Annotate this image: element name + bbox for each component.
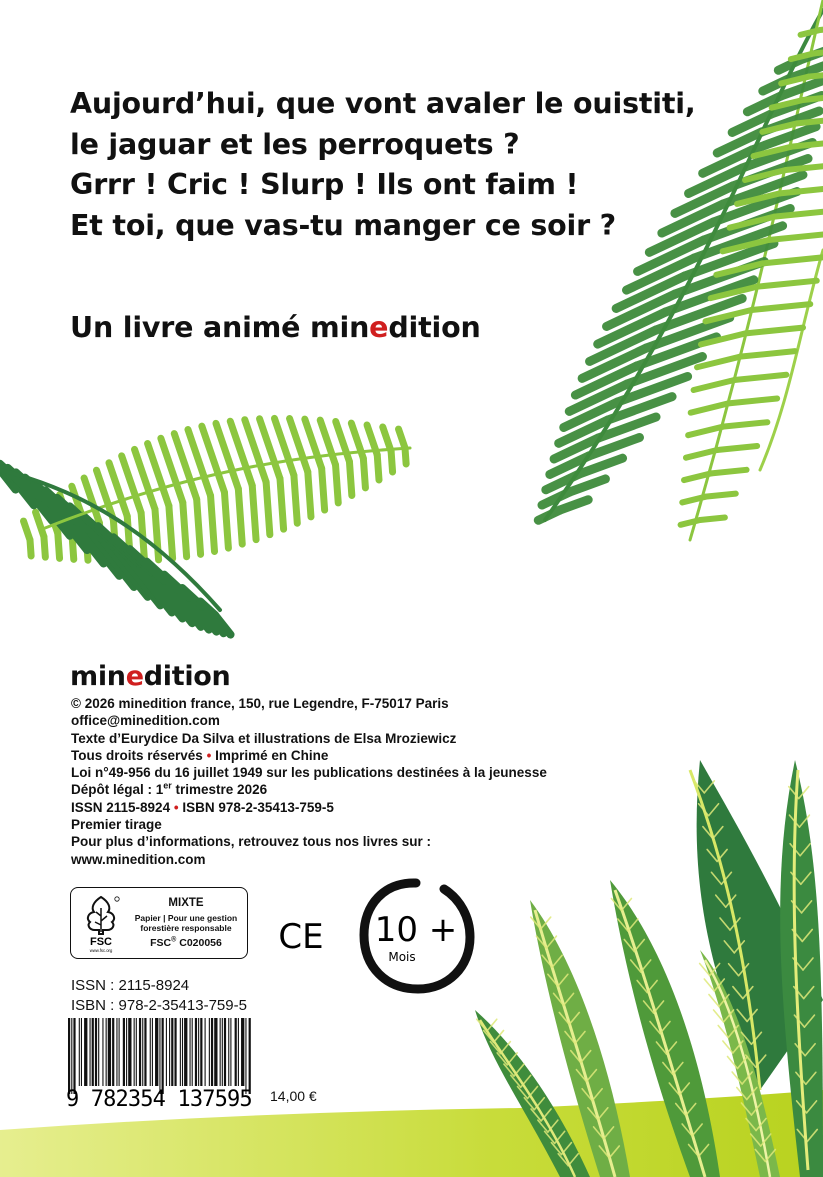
deposit-line	[71, 781, 547, 798]
more-info-line: Pour plus d’informations, retrouvez tous nos livres sur :	[71, 834, 432, 850]
legal-notice	[71, 695, 547, 868]
barcode-bar	[98, 1018, 99, 1086]
barcode-bar	[152, 1018, 153, 1086]
isbn-text: ISBN 978-2-35413-759-5	[182, 799, 334, 815]
frond-leaflet	[308, 472, 311, 517]
frond-leaflet	[757, 281, 817, 287]
frond-leaflet	[377, 455, 379, 480]
frond-leaflet	[391, 451, 392, 472]
barcode-bar	[222, 1018, 223, 1086]
fsc-desc-2: forestière responsable	[140, 923, 232, 933]
frond-leaflet	[36, 512, 44, 536]
deposit-prefix: Dépôt légal : 1	[71, 782, 164, 798]
tagline-text: Un livre animé min	[70, 311, 370, 344]
barcode-bar	[84, 1018, 87, 1086]
barcode-bar	[126, 1018, 127, 1086]
frond-leaflet	[538, 510, 560, 520]
barcode-bar	[134, 1018, 135, 1086]
frond-leaflet	[30, 540, 31, 556]
tagline-accent: e	[369, 311, 389, 344]
barcode-bar	[228, 1018, 229, 1086]
age-unit: Mois	[388, 950, 416, 964]
barcode-bar	[166, 1018, 167, 1086]
frond-leaflet	[336, 465, 339, 503]
frond-leaflet	[746, 328, 803, 334]
barcode-bar	[169, 1018, 170, 1086]
tagline-text-end: dition	[388, 311, 481, 344]
isbn-barcode	[66, 1018, 256, 1110]
frond-leaflet	[801, 30, 820, 35]
fsc-code	[127, 937, 245, 950]
barcode-bar	[220, 1018, 221, 1086]
tagline	[70, 308, 481, 348]
barcode-bar	[230, 1018, 231, 1086]
barcode-bar	[112, 1018, 114, 1086]
frond-leaflet	[58, 533, 60, 558]
frond-leaflet	[688, 427, 723, 436]
fsc-label	[70, 887, 248, 959]
deposit-suffix: trimestre 2026	[171, 782, 268, 798]
barcode-bar	[108, 1018, 111, 1086]
frond-leaflet	[349, 462, 351, 496]
bullet-separator: •	[206, 747, 212, 763]
barcode-bar	[142, 1018, 143, 1086]
barcode-bar	[200, 1018, 202, 1086]
barcode-bar	[155, 1018, 158, 1086]
barcode-bar	[90, 1018, 91, 1086]
barcode-bar	[123, 1018, 125, 1086]
frond-leaflet	[183, 503, 187, 557]
barcode-bar	[119, 1018, 120, 1086]
blurb-line: Et toi, que vas-tu manger ce soir ?	[70, 208, 617, 242]
barcode-bar	[249, 1018, 251, 1094]
barcode-bar	[211, 1018, 213, 1086]
barcode-bar	[180, 1018, 181, 1086]
logo-part-end: dition	[143, 661, 231, 692]
fsc-code-prefix: FSC	[150, 937, 172, 949]
barcode-bar	[190, 1018, 191, 1086]
price: 14,00 €	[270, 1088, 317, 1104]
issn-text: ISSN 2115-8924	[71, 799, 171, 815]
fsc-desc-1: Papier | Pour une gestion	[134, 913, 238, 923]
frond-leaflet	[211, 496, 215, 552]
barcode-bar	[245, 1018, 246, 1094]
frond-leaflet	[681, 520, 700, 525]
frond-leaflet	[711, 470, 746, 474]
printed-text: Imprimé en Chine	[215, 747, 329, 763]
barcode-bar	[81, 1018, 82, 1086]
barcode-bar	[159, 1018, 160, 1094]
frond-leaflet	[280, 479, 284, 530]
logo-accent: e	[125, 661, 144, 692]
barcode-bar	[184, 1018, 187, 1086]
deposit-sup: er	[163, 780, 172, 791]
frond-leaflet	[320, 420, 335, 465]
logo-part: min	[70, 661, 126, 692]
frond-leaflet	[780, 188, 823, 194]
barcode-bar	[102, 1018, 103, 1086]
barcode-bar	[106, 1018, 107, 1086]
frond-leaflet	[405, 448, 406, 464]
fsc-text	[127, 896, 245, 950]
barcode-bar	[241, 1018, 244, 1086]
frond-leaflet	[238, 489, 242, 544]
frond-leaflet	[155, 509, 159, 560]
frond-leaflet	[294, 475, 297, 523]
frond-leaflet	[751, 304, 810, 310]
blurb	[70, 84, 695, 246]
frond-leaflet	[383, 427, 391, 451]
issn-isbn-line	[71, 799, 547, 816]
fsc-logo-url: www.fsc.org	[89, 948, 113, 953]
barcode-bar	[73, 1018, 75, 1094]
email-line: office@minedition.com	[71, 713, 220, 729]
barcode-bar	[92, 1018, 94, 1086]
frond-leaflet	[740, 351, 795, 357]
frond-leaflet	[694, 380, 735, 390]
frond-leaflet	[734, 375, 786, 380]
print-run-line: Premier tirage	[71, 817, 162, 833]
frond-leaflet	[700, 518, 725, 520]
bullet-separator-2: •	[173, 799, 179, 815]
barcode-bar	[71, 1018, 72, 1094]
barcode-bar	[150, 1018, 151, 1086]
frond-leaflet	[763, 257, 823, 263]
isbn-code: ISBN : 978-2-35413-759-5	[71, 997, 247, 1014]
barcode-bar	[144, 1018, 146, 1086]
ce-mark-icon	[277, 916, 325, 956]
blurb-line: le jaguar et les perroquets ?	[70, 127, 520, 161]
fsc-code-sup: ®	[171, 936, 177, 944]
frond-leaflet	[224, 492, 228, 548]
frond-leaflet	[729, 398, 778, 403]
barcode-bar	[128, 1018, 131, 1086]
frond-leaflet	[363, 458, 365, 488]
website-link[interactable]: www.minedition.com	[71, 851, 206, 867]
barcode-bar	[198, 1018, 199, 1086]
frond-leaflet	[266, 482, 270, 535]
rights-line	[71, 747, 547, 764]
barcode-bar	[224, 1018, 226, 1086]
blurb-line: Aujourd’hui, que vont avaler le ouistiti,	[70, 87, 696, 120]
barcode-bar	[238, 1018, 239, 1086]
frond-leaflet	[169, 506, 173, 559]
frond-leaflet	[769, 234, 823, 240]
barcode-bar	[214, 1018, 217, 1086]
barcode-bar	[205, 1018, 206, 1086]
frond-leaflet	[44, 537, 45, 558]
blurb-line: Grrr ! Cric ! Slurp ! Ils ont faim !	[70, 168, 579, 201]
barcode-bar	[162, 1018, 164, 1094]
ce-mark-text: CE	[278, 917, 324, 956]
rights-text: Tous droits réservés	[71, 747, 203, 763]
barcode-bar	[192, 1018, 193, 1086]
barcode-bar	[68, 1018, 70, 1094]
age-badge	[356, 877, 478, 997]
frond-leaflet	[706, 494, 736, 497]
credits-line: Texte d’Eurydice Da Silva et illustrations de Elsa Mroziewicz	[71, 730, 457, 746]
barcode-digits: 9 782354 137595	[66, 1087, 252, 1110]
barcode-bar	[95, 1018, 97, 1086]
fsc-code-suffix: C020056	[176, 937, 222, 949]
identifier-block	[71, 976, 247, 1016]
barcode-bar	[235, 1018, 237, 1086]
barcode-bar	[116, 1018, 117, 1086]
frond-leaflet	[197, 499, 201, 554]
barcode-bar	[136, 1018, 137, 1086]
frond-leaflet	[252, 485, 256, 539]
barcode-bar	[209, 1018, 210, 1086]
copyright-line: © 2026 minedition france, 150, rue Legendre, F-75017 Paris	[71, 696, 449, 711]
frond-leaflet	[322, 468, 325, 510]
issn-code: ISSN : 2115-8924	[71, 977, 190, 994]
law-line: Loi n°49-956 du 16 juillet 1949 sur les publications destinées à la jeunesse	[71, 765, 547, 781]
fsc-title: MIXTE	[168, 897, 204, 909]
age-value: 10 +	[374, 910, 458, 950]
fsc-tree-icon	[79, 894, 123, 954]
frond-leaflet	[791, 142, 823, 147]
barcode-bar	[195, 1018, 197, 1086]
barcode-bar	[79, 1018, 80, 1086]
fsc-logo-text: FSC	[90, 936, 112, 948]
barcode-bar	[174, 1018, 176, 1086]
frond-leaflet	[717, 446, 757, 450]
barcode-bar	[182, 1018, 183, 1086]
frond-leaflet	[691, 403, 729, 412]
barcode-bar	[139, 1018, 141, 1086]
barcode-bar	[171, 1018, 173, 1086]
frond-leaflet	[723, 422, 767, 426]
publisher-logo	[70, 660, 230, 694]
